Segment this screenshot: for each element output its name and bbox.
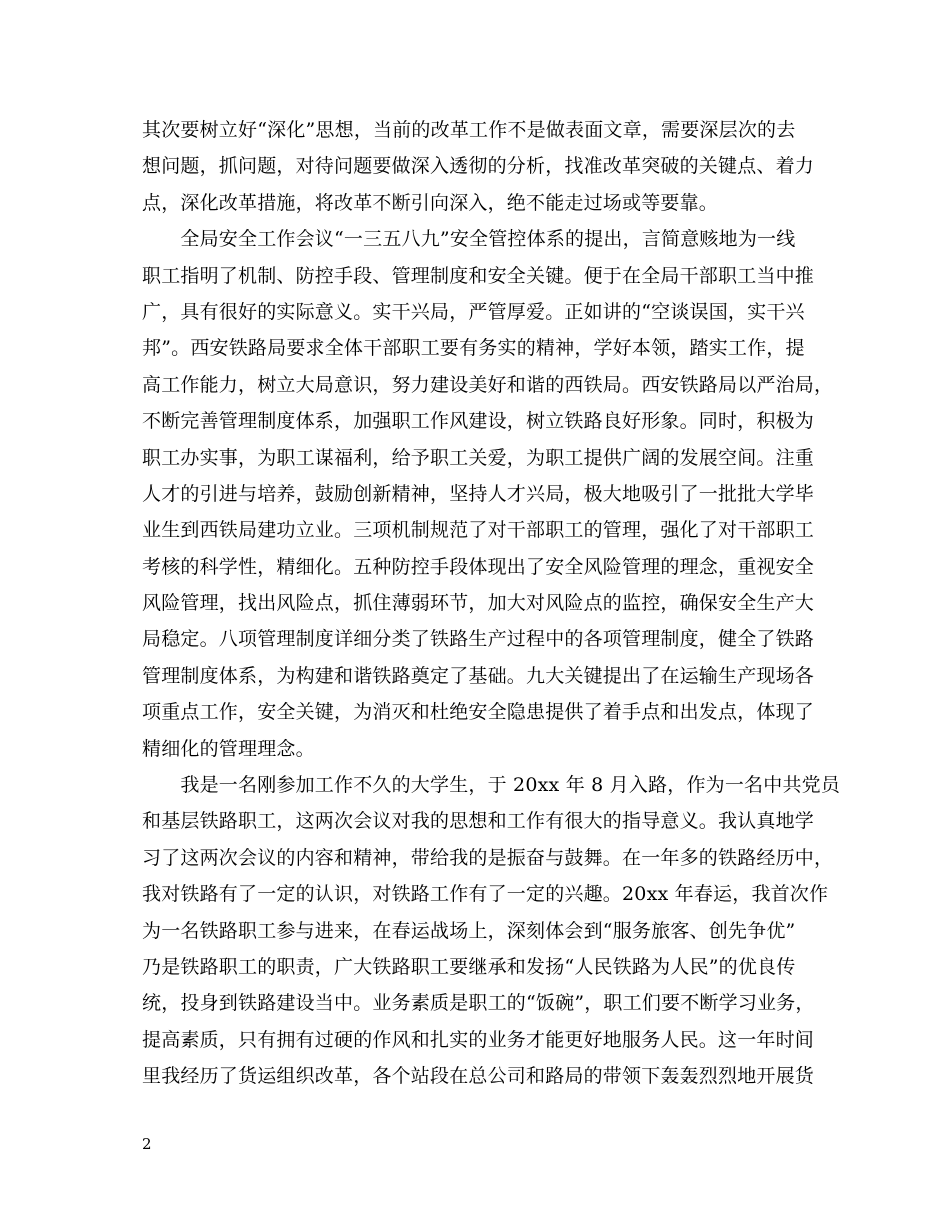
text-line: 精细化的管理理念。 bbox=[142, 737, 315, 760]
text-line: 和基层铁路职工，这两次会议对我的思想和工作有很大的指导意义。我认真地学 bbox=[142, 810, 815, 833]
text-line: 业生到西铁局建功立业。三项机制规范了对干部职工的管理，强化了对干部职工 bbox=[142, 519, 815, 542]
text-line: 管理制度体系，为构建和谐铁路奠定了基础。九大关键提出了在运输生产现场各 bbox=[142, 664, 815, 687]
text-line: 点，深化改革措施，将改革不断引向深入，绝不能走过场或等要靠。 bbox=[142, 191, 719, 214]
text-line: 全局安全工作会议“一三五八九”安全管控体系的提出，言简意赅地为一线 bbox=[142, 228, 796, 251]
text-line: 局稳定。八项管理制度详细分类了铁路生产过程中的各项管理制度，健全了铁路 bbox=[142, 628, 815, 651]
text-line: 高工作能力，树立大局意识，努力建设美好和谐的西铁局。西安铁路局以严治局， bbox=[142, 373, 834, 396]
text-line: 统，投身到铁路建设当中。业务素质是职工的“饭碗”，职工们要不断学习业务， bbox=[142, 992, 815, 1015]
text-line: 风险管理，找出风险点，抓住薄弱环节，加大对风险点的监控，确保安全生产大 bbox=[142, 592, 815, 615]
text-line: 广，具有很好的实际意义。实干兴局，严管厚爱。正如讲的“空谈误国，实干兴 bbox=[142, 300, 805, 323]
text-line: 为一名铁路职工参与进来，在春运战场上，深刻体会到“服务旅客、创先争优” bbox=[142, 919, 796, 942]
text-line: 习了这两次会议的内容和精神，带给我的是振奋与鼓舞。在一年多的铁路经历中， bbox=[142, 846, 834, 869]
text-line: 想问题，抓问题，对待问题要做深入透彻的分析，找准改革突破的关键点、着力 bbox=[142, 155, 815, 178]
text-line: 不断完善管理制度体系，加强职工作风建设，树立铁路良好形象。同时，积极为 bbox=[142, 410, 815, 433]
text-line: 提高素质，只有拥有过硬的作风和扎实的业务才能更好地服务人民。这一年时间 bbox=[142, 1028, 815, 1051]
text-line: 职工办实事，为职工谋福利，给予职工关爱，为职工提供广阔的发展空间。注重 bbox=[142, 446, 815, 469]
text-line: 项重点工作，安全关键，为消灭和杜绝安全隐患提供了着手点和出发点，体现了 bbox=[142, 701, 815, 724]
text-line: 人才的引进与培养，鼓励创新精神，坚持人才兴局，极大地吸引了一批批大学毕 bbox=[142, 482, 815, 505]
body-text bbox=[142, 112, 841, 1095]
text-line: 乃是铁路职工的职责，广大铁路职工要继承和发扬“人民铁路为人民”的优良传 bbox=[142, 955, 796, 978]
page-number: 2 bbox=[142, 1135, 152, 1153]
text-line: 我对铁路有了一定的认识，对铁路工作有了一定的兴趣。20xx 年春运，我首次作 bbox=[142, 883, 829, 906]
text-line: 考核的科学性，精细化。五种防控手段体现出了安全风险管理的理念，重视安全 bbox=[142, 555, 815, 578]
text-line: 邦”。西安铁路局要求全体干部职工要有务实的精神，学好本领，踏实工作，提 bbox=[142, 337, 805, 360]
text-line: 我是一名刚参加工作不久的大学生，于 20xx 年 8 月入路，作为一名中共党员 bbox=[142, 774, 841, 797]
text-line: 其次要树立好“深化”思想，当前的改革工作不是做表面文章，需要深层次的去 bbox=[142, 119, 796, 141]
text-line: 职工指明了机制、防控手段、管理制度和安全关键。便于在全局干部职工当中推 bbox=[142, 264, 815, 287]
text-line: 里我经历了货运组织改革，各个站段在总公司和路局的带领下轰轰烈烈地开展货 bbox=[142, 1065, 815, 1088]
